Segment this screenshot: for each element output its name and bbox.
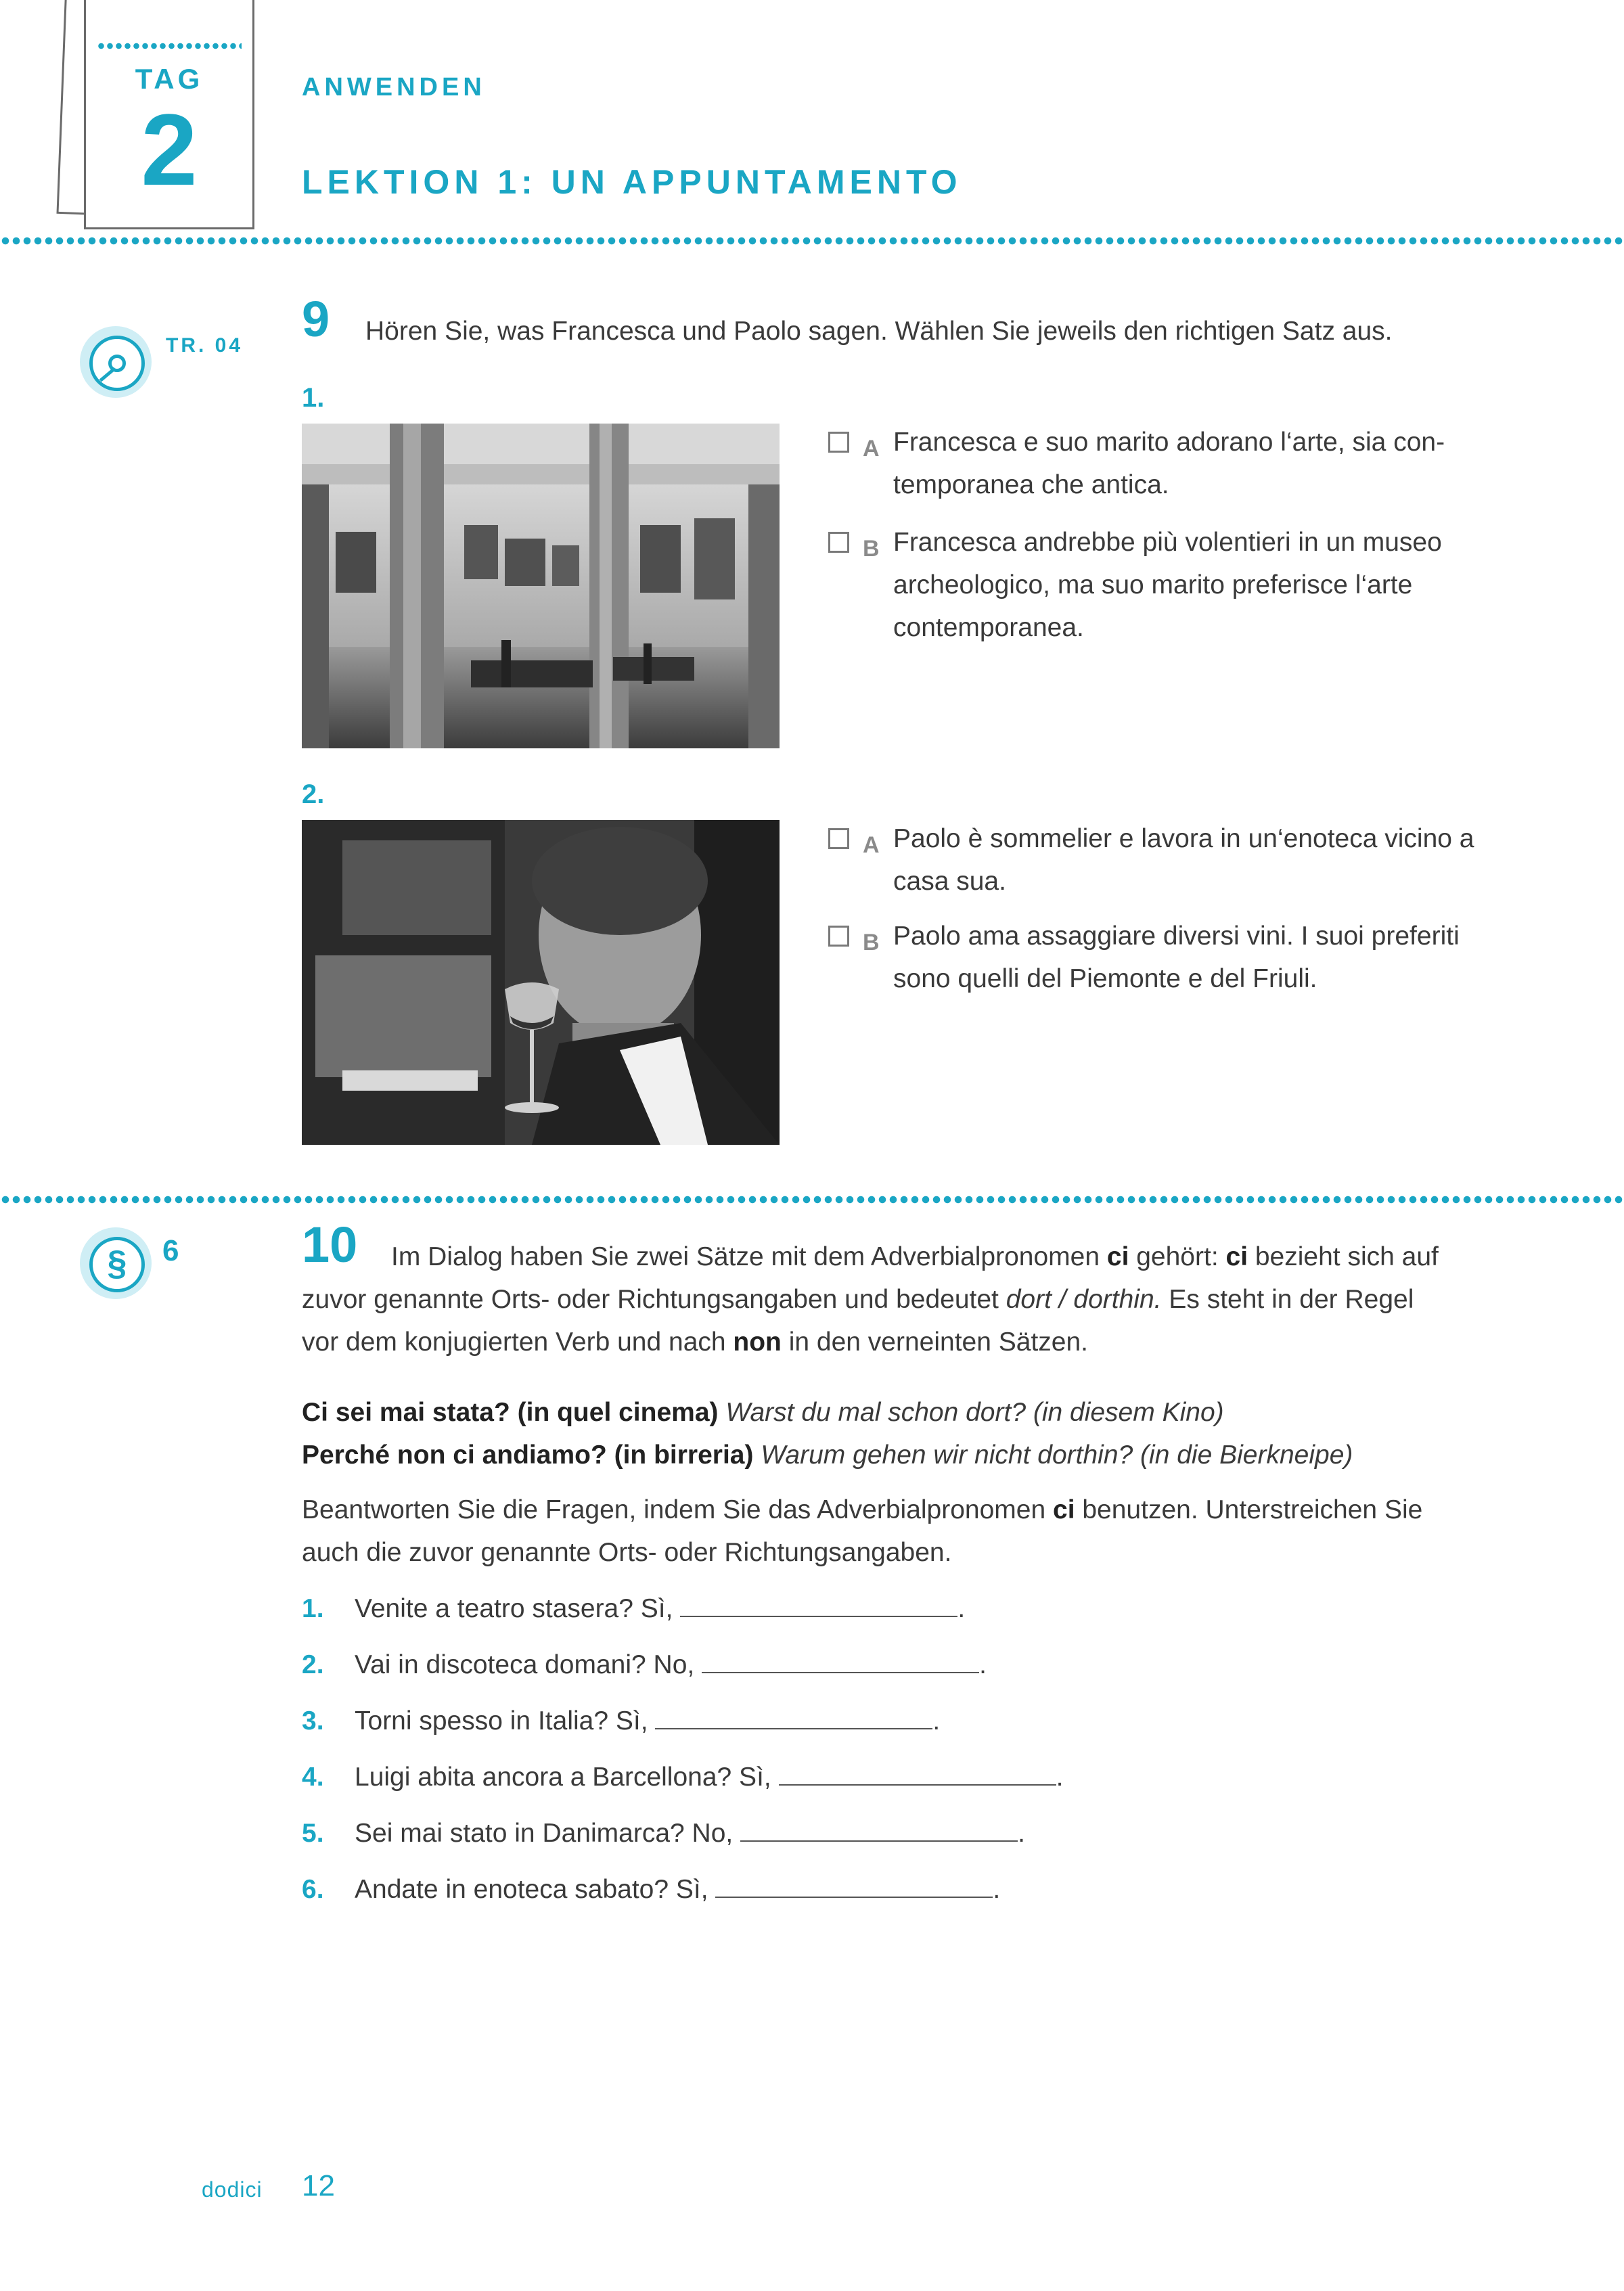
checkbox[interactable] <box>828 432 849 453</box>
section-title: ANWENDEN <box>302 73 486 101</box>
dotted-divider-top <box>0 236 1624 246</box>
museum-photo <box>302 424 780 748</box>
question-number: 1. <box>302 1594 324 1623</box>
question-row: 5. Sei mai stato in Danimarca? No, . <box>302 1816 1025 1851</box>
answer-blank[interactable] <box>655 1704 932 1729</box>
intro-line-3: vor dem konjugierten Verb und nach non in den verneinten Sätzen. <box>302 1328 1089 1357</box>
task-instruction <box>302 1489 1520 1574</box>
question-text: Torni spesso in Italia? Sì, <box>355 1706 648 1736</box>
checkbox[interactable] <box>828 926 849 947</box>
option-text-line: contemporanea. <box>893 613 1084 642</box>
option-text-line: sono quelli del Piemonte e del Friuli. <box>893 964 1317 993</box>
question-number: 5. <box>302 1819 324 1848</box>
question-number: 6. <box>302 1875 324 1904</box>
wine-tasting-photo <box>302 820 780 1145</box>
option-letter: A <box>863 832 880 858</box>
question-text: Andate in enoteca sabato? Sì, <box>355 1875 708 1904</box>
cd-icon <box>80 326 152 398</box>
page-number-word: dodici <box>202 2177 263 2202</box>
option-letter: B <box>863 536 880 562</box>
checkbox[interactable] <box>828 828 849 849</box>
option-letter: B <box>863 930 880 955</box>
tag-box <box>84 0 254 229</box>
item-number: 1. <box>302 383 325 413</box>
checkbox[interactable] <box>828 532 849 553</box>
question-number: 3. <box>302 1706 324 1736</box>
question-number: 2. <box>302 1650 324 1679</box>
tag-label: TAG <box>135 63 204 95</box>
grammar-reference-number: 6 <box>162 1234 179 1267</box>
answer-blank[interactable] <box>680 1591 957 1617</box>
museum-photo-illustration <box>302 424 780 748</box>
option-text-line: Paolo è sommelier e lavora in un‘enoteca vicino a <box>893 824 1474 853</box>
intro-line-2: zuvor genannte Orts- oder Richtungsangaben und bedeutet dort / dorthin. Es steht in der Regel <box>302 1285 1414 1314</box>
option-text-line: casa sua. <box>893 867 1006 896</box>
answer-blank[interactable] <box>740 1816 1018 1842</box>
tag-dots-divider <box>97 43 242 49</box>
exercise-intro <box>302 1235 1520 1363</box>
intro-line-1: Im Dialog haben Sie zwei Sätze mit dem Adverbialpronomen ci gehört: ci bezieht sich auf <box>391 1242 1439 1271</box>
question-text: Vai in discoteca domani? No, <box>355 1650 695 1679</box>
question-text: Venite a teatro stasera? Sì, <box>355 1594 673 1623</box>
option-text-line: Francesca e suo marito adorano l‘arte, sia con- <box>893 428 1445 457</box>
answer-blank[interactable] <box>779 1760 1056 1786</box>
question-row: 6. Andate in enoteca sabato? Sì, . <box>302 1872 1000 1907</box>
question-text: Sei mai stato in Danimarca? No, <box>355 1819 734 1848</box>
question-row: 1. Venite a teatro stasera? Sì, . <box>302 1591 965 1626</box>
question-number: 4. <box>302 1763 324 1792</box>
dotted-divider-middle <box>0 1195 1624 1204</box>
answer-blank[interactable] <box>702 1648 979 1673</box>
option-letter: A <box>863 436 880 461</box>
question-row: 2. Vai in discoteca domani? No, . <box>302 1648 987 1682</box>
example-1: Ci sei mai stata? (in quel cinema) Warst du mal schon dort? (in diesem Kino) <box>302 1398 1224 1427</box>
examples <box>302 1391 1520 1476</box>
tag-number: 2 <box>141 93 198 206</box>
question-row: 3. Torni spesso in Italia? Sì, . <box>302 1704 940 1738</box>
example-2: Perché non ci andiamo? (in birreria) Warum gehen wir nicht dorthin? (in die Bierkneipe) <box>302 1441 1353 1470</box>
option-text-line: temporanea che antica. <box>893 470 1169 499</box>
lesson-title: LEKTION 1: UN APPUNTAMENTO <box>302 163 962 201</box>
option-text-line: Paolo ama assaggiare diversi vini. I suoi preferiti <box>893 922 1460 951</box>
answer-blank[interactable] <box>715 1872 993 1898</box>
wine-tasting-illustration <box>302 820 780 1145</box>
page-number: 12 <box>302 2169 335 2202</box>
item-number: 2. <box>302 779 325 809</box>
exercise-number: 9 <box>302 291 330 347</box>
question-row: 4. Luigi abita ancora a Barcellona? Sì, . <box>302 1760 1063 1794</box>
exercise-number: 10 <box>302 1217 358 1273</box>
question-text: Luigi abita ancora a Barcellona? Sì, <box>355 1763 771 1792</box>
option-text-line: archeologico, ma suo marito preferisce l‘arte <box>893 570 1413 599</box>
task-line-1: Beantworten Sie die Fragen, indem Sie das Adverbialpronomen ci benutzen. Unterstreichen Sie <box>302 1495 1423 1524</box>
paragraph-icon: § <box>80 1227 152 1299</box>
option-text-line: Francesca andrebbe più volentieri in un museo <box>893 528 1442 557</box>
exercise-instruction: Hören Sie, was Francesca und Paolo sagen. Wählen Sie jeweils den richtigen Satz aus. <box>365 317 1393 346</box>
task-line-2: auch die zuvor genannte Orts- oder Richtungsangaben. <box>302 1538 952 1567</box>
track-label: TR. 04 <box>166 334 244 357</box>
